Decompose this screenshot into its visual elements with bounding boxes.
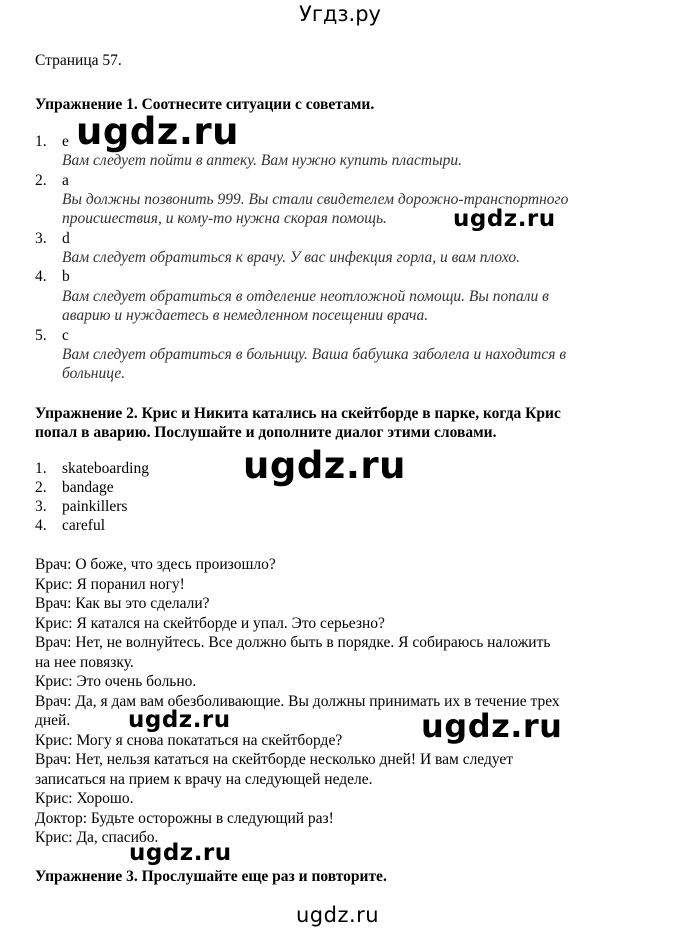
ex1-item-5-text-cont: больнице. [62, 365, 126, 382]
watermark-footer: ugdz.ru [296, 903, 380, 927]
page-label: Страница 57. [35, 52, 122, 69]
ex2-word-4: 4. careful [35, 517, 106, 534]
ex1-item-1-text: Вам следует пойти в аптеку. Вам нужно купить пластыри. [62, 152, 462, 169]
ex1-item-5-text: Вам следует обратиться в больницу. Ваша бабушка заболела и находится в [62, 346, 567, 363]
dialogue-line: записаться на прием к врачу на следующей неделе. [35, 771, 373, 788]
ex1-item-3-answer: 3. d [35, 230, 70, 247]
dialogue-line: Крис: Я поранил ногу! [35, 576, 185, 593]
dialogue-line: Доктор: Будьте осторожны в следующий раз! [35, 810, 334, 827]
dialogue-line: Врач: Нет, не волнуйтесь. Все должно быть в порядке. Я собираюсь наложить [35, 634, 551, 651]
dialogue-line: Врач: О боже, что здесь произошло? [35, 556, 276, 573]
ex1-item-4-text: Вам следует обратиться в отделение неотложной помощи. Вы попали в [62, 288, 549, 305]
ex1-item-2-text: Вы должны позвонить 999. Вы стали свидетелем дорожно-транспортного [62, 191, 569, 208]
watermark: ugdz.ru [128, 707, 231, 733]
ex1-item-2-answer: 2. a [35, 172, 69, 189]
dialogue-line: Врач: Да, я дам вам обезболивающие. Вы должны принимать их в течение трех [35, 693, 560, 710]
exercise-2-title: Упражнение 2. Крис и Никита катались на скейтборде в парке, когда Крис [35, 405, 561, 422]
ex1-item-4-answer: 4. b [35, 268, 70, 285]
dialogue-line: Крис: Я катался на скейтборде и упал. Это серьезно? [35, 615, 385, 632]
watermark: ugdz.ru [243, 444, 406, 487]
ex1-item-5-answer: 5. c [35, 327, 69, 344]
ex2-word-1: 1. skateboarding [35, 460, 149, 477]
dialogue-line: Крис: Это очень больно. [35, 673, 197, 690]
ex2-word-2: 2. bandage [35, 479, 114, 496]
exercise-1-title: Упражнение 1. Соотнесите ситуации с советами. [35, 96, 375, 113]
watermark: ugdz.ru [129, 840, 232, 866]
watermark: ugdz.ru [453, 206, 556, 232]
ex2-word-3: 3. painkillers [35, 498, 128, 515]
exercise-2-title-cont: попал в аварию. Послушайте и дополните диалог этими словами. [35, 424, 497, 441]
ex1-item-4-text-cont: аварию и нуждаетесь в немедленном посещении врача. [62, 307, 429, 324]
dialogue-line: Врач: Нет, нельзя кататься на скейтборде несколько дней! И вам следует [35, 751, 514, 768]
dialogue-line: на нее повязку. [35, 654, 134, 671]
exercise-3-title: Упражнение 3. Прослушайте еще раз и повторите. [35, 868, 387, 885]
dialogue-line: Крис: Хорошо. [35, 790, 134, 807]
site-header: Угдз.ру [299, 2, 381, 26]
dialogue-line: Врач: Как вы это сделали? [35, 595, 210, 612]
ex1-item-3-text: Вам следует обратиться к врачу. У вас инфекция горла, и вам плохо. [62, 249, 520, 266]
dialogue-line: дней. [35, 712, 71, 729]
watermark: ugdz.ru [421, 707, 563, 745]
dialogue-line: Крис: Могу я снова покататься на скейтборде? [35, 732, 343, 749]
ex1-item-2-text-cont: происшествия, и кому-то нужна скорая помощь. [62, 210, 387, 227]
dialogue-line: Крис: Да, спасибо. [35, 829, 159, 846]
watermark: ugdz.ru [76, 110, 239, 153]
ex1-item-1-answer: 1. e [35, 133, 69, 150]
